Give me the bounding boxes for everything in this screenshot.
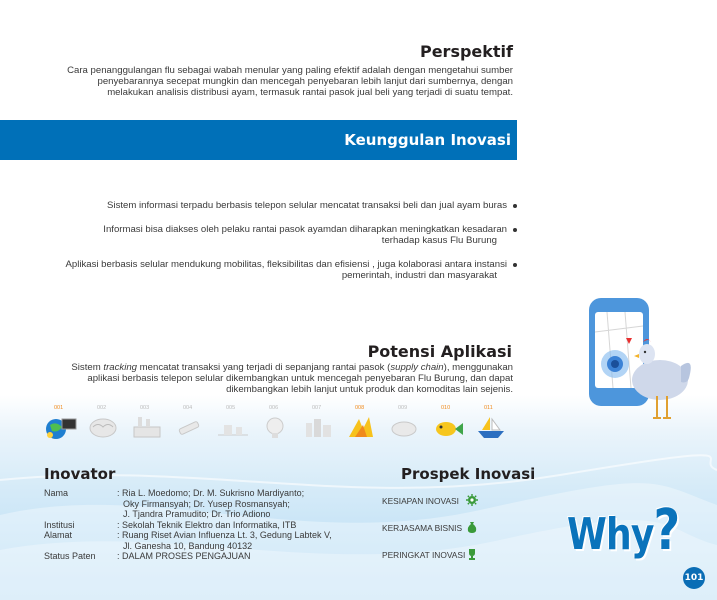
page-number: 101 <box>683 567 705 589</box>
sector-number: 010 <box>441 405 451 411</box>
sector-icon-item <box>386 405 429 445</box>
info-line: Oky Firmansyah; Dr. Yusep Rosmansyah; <box>123 498 290 509</box>
potensi-term: tracking <box>103 362 137 373</box>
keunggulan-banner <box>0 120 517 160</box>
prospek-item <box>382 523 462 533</box>
list-item <box>40 200 518 211</box>
bullet-text: Aplikasi berbasis selular mendukung mobilitas, fleksibilitas dan efisiensi , juga kolaborasi antara instansi <box>65 259 507 270</box>
potensi-term: supply chain <box>390 362 444 373</box>
recycle-icon <box>388 413 422 441</box>
sector-icon-item <box>429 405 472 445</box>
question-mark-icon: ? <box>653 498 680 563</box>
info-value <box>117 520 357 531</box>
potensi-line <box>40 362 513 373</box>
potensi-line: dikembangkan lebih lanjut untuk produk dan komoditas lain sejenis. <box>226 384 513 395</box>
perspektif-body <box>40 65 513 98</box>
perspektif-line: Cara penanggulangan flu sebagai wabah menular yang paling efektif adalah dengan mengetahui sumber <box>67 65 513 76</box>
prospek-label: KERJASAMA BISNIS <box>382 523 463 533</box>
sector-number: 005 <box>226 405 236 411</box>
prospek-label: PERINGKAT INOVASI <box>382 550 466 560</box>
info-label: Status Paten <box>44 551 96 561</box>
potensi-line: aplikasi berbasis telepon selular dikembangkan untuk mencegah penyebaran Flu Burung, dan dapat <box>87 373 513 384</box>
info-label: Alamat <box>44 530 73 540</box>
sector-number: 008 <box>355 405 365 411</box>
potensi-text: mencatat transaksi yang terjadi di sepanjang rantai pasok ( <box>137 362 391 373</box>
farm-icon <box>216 413 250 441</box>
keunggulan-title: Keunggulan Inovasi <box>344 131 511 149</box>
sector-icon-item <box>171 405 214 445</box>
sector-icon-item <box>42 405 85 445</box>
brain-icon <box>87 413 121 441</box>
sector-icon-item <box>214 405 257 445</box>
info-line: Jl. Ganesha 10, Bandung 40132 <box>123 540 253 551</box>
bullet-text: Informasi bisa diakses oleh pelaku rantai pasok ayamdan diharapkan meningkatkan kesadaran <box>103 224 507 235</box>
inovator-title: Inovator <box>44 465 116 483</box>
potensi-title: Potensi Aplikasi <box>367 342 512 361</box>
sector-icon-item <box>257 405 300 445</box>
info-value <box>117 551 357 562</box>
perspektif-line: melakukan analisis distribusi ayam, termasuk rantai pasok jual beli yang terjadi di suatu tempat. <box>107 87 513 98</box>
info-row <box>44 530 357 551</box>
syringe-icon <box>173 413 207 441</box>
potensi-body <box>40 362 513 395</box>
info-label: Institusi <box>44 519 75 530</box>
perspektif-title: Perspektif <box>419 42 513 61</box>
sector-icon-item <box>472 405 515 445</box>
sector-icon-item <box>300 405 343 445</box>
bullet-icon <box>513 204 517 208</box>
bullet-icon <box>513 263 517 267</box>
inovator-info <box>44 488 357 562</box>
potensi-text: Sistem <box>71 362 104 373</box>
energy-icon <box>345 413 379 441</box>
potensi-text: ), menggunakan <box>443 362 513 373</box>
phone-chicken-illustration <box>585 292 695 432</box>
sector-icon-item <box>85 405 128 445</box>
sector-number: 009 <box>398 405 408 411</box>
info-line: : DALAM PROSES PENGAJUAN <box>117 551 251 561</box>
info-value <box>117 530 357 551</box>
info-row <box>44 551 357 562</box>
bullet-icon <box>513 228 517 232</box>
sector-number: 007 <box>312 405 322 411</box>
lamp-icon <box>259 413 293 441</box>
sector-icon-item <box>343 405 386 445</box>
sector-number: 011 <box>484 405 493 411</box>
perspektif-section <box>0 0 717 110</box>
sector-number: 006 <box>269 405 279 411</box>
info-line: J. Tjandra Pramudito; Dr. Trio Adiono <box>123 509 271 519</box>
sector-number: 003 <box>140 405 150 411</box>
gear-icon <box>466 494 478 506</box>
trophy-icon <box>466 548 478 560</box>
keunggulan-list <box>40 200 518 294</box>
sector-number: 004 <box>183 405 193 411</box>
prospek-item <box>382 496 459 506</box>
globe-icon <box>44 413 78 441</box>
city-icon <box>302 413 336 441</box>
factory-icon <box>130 413 164 441</box>
perspektif-line: penyebarannya secepat mungkin dan mencegah penyebaran lebih lanjut dari sumbernya, dengan <box>97 76 513 87</box>
list-item <box>40 224 518 246</box>
money-bag-icon <box>466 521 478 533</box>
bullet-text: pemerintah, industri dan masyarakat <box>341 270 497 281</box>
prospek-title: Prospek Inovasi <box>401 465 536 483</box>
boat-icon <box>474 413 508 441</box>
info-row <box>44 488 357 520</box>
info-line: : Sekolah Teknik Elektro dan Informatika, ITB <box>117 519 297 530</box>
prospek-label: KESIAPAN INOVASI <box>382 496 459 506</box>
fish-icon <box>431 413 465 441</box>
bullet-text: Sistem informasi terpadu berbasis telepon selular mencatat transaksi beli dan jual ayam buras <box>107 200 507 211</box>
info-row <box>44 520 357 531</box>
why-logo <box>567 498 679 563</box>
prospek-item <box>382 550 465 560</box>
sector-icon-item <box>128 405 171 445</box>
list-item <box>40 259 518 281</box>
why-text: Why <box>567 509 654 560</box>
info-line: : Ria L. Moedomo; Dr. M. Sukrisno Mardiyanto; <box>117 488 305 498</box>
sector-icons-row <box>42 405 517 445</box>
info-line: : Ruang Riset Avian Influenza Lt. 3, Gedung Labtek V, <box>117 530 332 540</box>
info-value <box>117 488 357 520</box>
bullet-text: terhadap kasus Flu Burung <box>381 235 497 246</box>
sector-number: 002 <box>97 405 107 411</box>
sector-number: 001 <box>54 405 64 411</box>
info-label: Nama <box>44 488 69 498</box>
